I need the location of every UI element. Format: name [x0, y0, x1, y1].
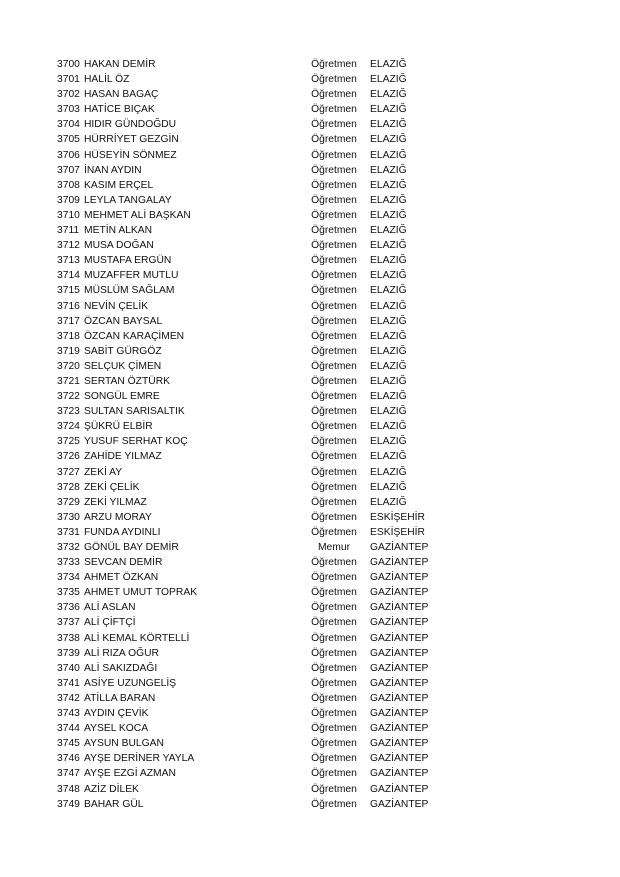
job-title: Öğretmen: [311, 255, 357, 267]
record-number: 3701: [57, 74, 80, 86]
job-title: Öğretmen: [311, 134, 357, 146]
person-name: ZEKİ AY: [84, 466, 123, 478]
job-title: Öğretmen: [311, 149, 357, 161]
job-title: Öğretmen: [311, 194, 357, 206]
city-name: ELAZIĞ: [370, 104, 407, 116]
person-name: AYSUN BULGAN: [84, 738, 164, 750]
person-name: ÖZCAN KARAÇİMEN: [84, 330, 185, 342]
city-name: ELAZIĞ: [370, 496, 407, 508]
job-title: Öğretmen: [311, 647, 357, 659]
person-name: SEVCAN DEMİR: [84, 557, 163, 569]
record-number: 3717: [57, 315, 80, 327]
job-title: Öğretmen: [311, 375, 357, 387]
record-number: 3715: [57, 285, 80, 297]
job-title: Öğretmen: [311, 225, 357, 237]
person-name: SERTAN ÖZTÜRK: [84, 375, 171, 387]
person-name: HAKAN DEMİR: [84, 59, 156, 70]
list-item: [57, 193, 577, 208]
job-title: Öğretmen: [311, 632, 357, 644]
city-name: GAZİANTEP: [370, 632, 429, 644]
job-title: Öğretmen: [311, 270, 357, 282]
city-name: ESKİŞEHİR: [370, 511, 425, 523]
job-title: Öğretmen: [311, 74, 357, 86]
job-title: Öğretmen: [311, 738, 357, 750]
person-name: KASIM ERÇEL: [84, 179, 154, 191]
city-name: ELAZIĞ: [370, 375, 407, 387]
record-number: 3734: [57, 572, 80, 584]
city-name: GAZİANTEP: [370, 723, 429, 735]
person-name: AYDIN ÇEVİK: [84, 708, 149, 720]
record-number: 3705: [57, 134, 80, 146]
list-item: [57, 359, 577, 374]
list-item: [57, 646, 577, 661]
city-name: GAZİANTEP: [370, 692, 429, 704]
job-title: Öğretmen: [311, 300, 357, 312]
job-title: Öğretmen: [311, 753, 357, 765]
record-number: 3747: [57, 768, 80, 780]
job-title: Öğretmen: [311, 436, 357, 448]
job-title: Öğretmen: [311, 587, 357, 599]
job-title: Öğretmen: [311, 209, 357, 221]
list-item: [57, 404, 577, 419]
list-item: [57, 570, 577, 585]
city-name: ELAZIĞ: [370, 466, 407, 478]
person-name: ZEKİ ÇELİK: [84, 481, 140, 493]
record-number: 3748: [57, 783, 80, 795]
record-number: 3723: [57, 406, 80, 418]
record-number: 3727: [57, 466, 80, 478]
list-item: [57, 344, 577, 359]
record-number: 3736: [57, 602, 80, 614]
person-name: LEYLA TANGALAY: [84, 194, 172, 206]
person-name: ALİ SAKIZDAĞI: [84, 662, 158, 674]
record-number: 3749: [57, 798, 80, 810]
job-title: Öğretmen: [311, 662, 357, 674]
record-number: 3712: [57, 240, 80, 252]
record-number: 3729: [57, 496, 80, 508]
job-title: Öğretmen: [311, 496, 357, 508]
list-item: [57, 782, 577, 797]
job-title: Öğretmen: [311, 692, 357, 704]
list-item: [57, 751, 577, 766]
person-name: ALİ ÇİFTÇİ: [84, 617, 136, 629]
person-name: AZİZ DİLEK: [84, 783, 139, 795]
city-name: ELAZIĞ: [370, 345, 407, 357]
city-name: ELAZIĞ: [370, 270, 407, 282]
city-name: GAZİANTEP: [370, 602, 429, 614]
city-name: ELAZIĞ: [370, 436, 407, 448]
record-number: 3731: [57, 526, 80, 538]
city-name: ELAZIĞ: [370, 300, 407, 312]
city-name: ELAZIĞ: [370, 391, 407, 403]
record-number: 3725: [57, 436, 80, 448]
city-name: GAZİANTEP: [370, 662, 429, 674]
city-name: GAZİANTEP: [370, 798, 429, 810]
person-name: MUZAFFER MUTLU: [84, 270, 179, 282]
city-name: ELAZIĞ: [370, 421, 407, 433]
job-title: Öğretmen: [311, 179, 357, 191]
person-name: NEVİN ÇELİK: [84, 300, 149, 312]
city-name: ELAZIĞ: [370, 119, 407, 131]
person-name: ASİYE UZUNGELİŞ: [84, 677, 177, 689]
record-number: 3719: [57, 345, 80, 357]
city-name: ELAZIĞ: [370, 451, 407, 463]
job-title: Öğretmen: [311, 557, 357, 569]
list-item: [57, 268, 577, 283]
person-name: ALİ KEMAL KÖRTELLİ: [84, 632, 190, 644]
list-item: [57, 208, 577, 223]
person-name: FUNDA AYDINLI: [84, 526, 161, 538]
list-item: [57, 480, 577, 495]
record-number: 3737: [57, 617, 80, 629]
city-name: GAZİANTEP: [370, 677, 429, 689]
city-name: ELAZIĞ: [370, 225, 407, 237]
city-name: ELAZIĞ: [370, 74, 407, 86]
city-name: ELAZIĞ: [370, 315, 407, 327]
list-item: [57, 631, 577, 646]
list-item: [57, 148, 577, 163]
record-number: 3745: [57, 738, 80, 750]
city-name: ELAZIĞ: [370, 330, 407, 342]
person-name: SULTAN SARISALTIK: [84, 406, 185, 418]
job-title: Öğretmen: [311, 89, 357, 101]
person-name: MÜSLÜM SAĞLAM: [84, 285, 175, 297]
record-number: 3702: [57, 89, 80, 101]
job-title: Öğretmen: [311, 708, 357, 720]
record-number: 3711: [57, 225, 80, 237]
city-name: GAZİANTEP: [370, 647, 429, 659]
person-name: ALİ RIZA OĞUR: [84, 647, 159, 659]
list-item: [57, 525, 577, 540]
person-name: MEHMET ALİ BAŞKAN: [84, 209, 191, 221]
person-name: MUSA DOĞAN: [84, 240, 154, 252]
person-name: SELÇUK ÇİMEN: [84, 360, 162, 372]
city-name: ELAZIĞ: [370, 481, 407, 493]
job-title: Öğretmen: [311, 451, 357, 463]
job-title: Öğretmen: [311, 345, 357, 357]
person-name: AYŞE DERİNER YAYLA: [84, 753, 195, 765]
job-title: Öğretmen: [311, 119, 357, 131]
job-title: Öğretmen: [311, 511, 357, 523]
city-name: GAZİANTEP: [370, 572, 429, 584]
list-item: [57, 178, 577, 193]
job-title: Öğretmen: [311, 360, 357, 372]
city-name: GAZİANTEP: [370, 587, 429, 599]
list-item: [57, 314, 577, 329]
list-item: [57, 540, 577, 555]
list-item: [57, 600, 577, 615]
record-number: 3726: [57, 451, 80, 463]
person-name: ALİ ASLAN: [84, 602, 136, 614]
list-item: [57, 721, 577, 736]
record-number: 3720: [57, 360, 80, 372]
record-number: 3738: [57, 632, 80, 644]
list-item: [57, 283, 577, 298]
person-name: METİN ALKAN: [84, 225, 153, 237]
person-name: ÖZCAN BAYSAL: [84, 315, 163, 327]
city-name: ELAZIĞ: [370, 164, 407, 176]
city-name: GAZİANTEP: [370, 557, 429, 569]
person-name: ARZU MORAY: [84, 511, 152, 523]
person-name: SONGÜL EMRE: [84, 391, 160, 403]
job-title: Öğretmen: [311, 240, 357, 252]
record-list: [57, 57, 577, 812]
list-item: [57, 419, 577, 434]
list-item: [57, 117, 577, 132]
list-item: [57, 434, 577, 449]
person-name: HASAN BAGAÇ: [84, 89, 159, 101]
list-item: [57, 555, 577, 570]
city-name: ELAZIĞ: [370, 406, 407, 418]
list-item: [57, 253, 577, 268]
list-item: [57, 449, 577, 464]
person-name: ZAHİDE YILMAZ: [84, 451, 162, 463]
record-number: 3708: [57, 179, 80, 191]
city-name: GAZİANTEP: [370, 783, 429, 795]
list-item: [57, 661, 577, 676]
job-title: Öğretmen: [311, 59, 357, 70]
city-name: ELAZIĞ: [370, 240, 407, 252]
list-item: [57, 223, 577, 238]
person-name: AYŞE EZGİ AZMAN: [84, 768, 176, 780]
record-number: 3722: [57, 391, 80, 403]
person-name: HALİL ÖZ: [84, 74, 130, 86]
city-name: GAZİANTEP: [370, 617, 429, 629]
record-number: 3740: [57, 662, 80, 674]
list-item: [57, 374, 577, 389]
list-item: [57, 736, 577, 751]
record-number: 3706: [57, 149, 80, 161]
job-title: Öğretmen: [311, 677, 357, 689]
job-title: Öğretmen: [311, 617, 357, 629]
list-item: [57, 510, 577, 525]
person-name: AYSEL KOCA: [84, 723, 149, 735]
list-item: [57, 465, 577, 480]
job-title: Öğretmen: [311, 421, 357, 433]
list-item: [57, 676, 577, 691]
person-name: AHMET UMUT TOPRAK: [84, 587, 198, 599]
city-name: ELAZIĞ: [370, 179, 407, 191]
job-title: Öğretmen: [311, 783, 357, 795]
list-item: [57, 585, 577, 600]
list-item: [57, 766, 577, 781]
record-number: 3746: [57, 753, 80, 765]
job-title: Öğretmen: [311, 164, 357, 176]
person-name: YUSUF SERHAT KOÇ: [84, 436, 188, 448]
list-item: [57, 389, 577, 404]
record-number: 3724: [57, 421, 80, 433]
job-title: Öğretmen: [311, 285, 357, 297]
record-number: 3730: [57, 511, 80, 523]
record-number: 3718: [57, 330, 80, 342]
job-title: Öğretmen: [311, 526, 357, 538]
list-item: [57, 797, 577, 812]
list-item: [57, 706, 577, 721]
record-number: 3741: [57, 677, 80, 689]
person-name: ATİLLA BARAN: [84, 692, 156, 704]
record-number: 3700: [57, 59, 80, 70]
city-name: ESKİŞEHİR: [370, 526, 425, 538]
record-number: 3716: [57, 300, 80, 312]
list-item: [57, 132, 577, 147]
job-title: Öğretmen: [311, 406, 357, 418]
list-item: [57, 238, 577, 253]
record-number: 3703: [57, 104, 80, 116]
record-number: 3743: [57, 708, 80, 720]
job-title: Öğretmen: [311, 481, 357, 493]
city-name: GAZİANTEP: [370, 708, 429, 720]
record-number: 3707: [57, 164, 80, 176]
person-name: MUSTAFA ERGÜN: [84, 255, 172, 267]
list-item: [57, 615, 577, 630]
city-name: GAZİANTEP: [370, 542, 429, 553]
record-number: 3704: [57, 119, 80, 131]
record-number: 3713: [57, 255, 80, 267]
record-number: 3744: [57, 723, 80, 735]
city-name: ELAZIĞ: [370, 149, 407, 161]
list-item: [57, 495, 577, 510]
list-item: [57, 299, 577, 314]
record-number: 3742: [57, 692, 80, 704]
job-title: Öğretmen: [311, 768, 357, 780]
city-name: ELAZIĞ: [370, 255, 407, 267]
job-title: Öğretmen: [311, 723, 357, 735]
city-name: GAZİANTEP: [370, 753, 429, 765]
person-name: HÜSEYİN SÖNMEZ: [84, 149, 177, 161]
list-item: [57, 72, 577, 87]
person-name: ŞÜKRÜ ELBİR: [84, 421, 153, 433]
person-name: GÖNÜL BAY DEMİR: [84, 542, 179, 553]
person-name: İNAN AYDIN: [84, 164, 142, 176]
person-name: HÜRRİYET GEZGİN: [84, 134, 179, 146]
record-number: 3735: [57, 587, 80, 599]
record-number: 3733: [57, 557, 80, 569]
job-title: Öğretmen: [311, 391, 357, 403]
person-name: BAHAR GÜL: [84, 798, 144, 810]
record-number: 3728: [57, 481, 80, 493]
city-name: ELAZIĞ: [370, 285, 407, 297]
list-item: [57, 102, 577, 117]
city-name: ELAZIĞ: [370, 134, 407, 146]
person-name: SABİT GÜRGÖZ: [84, 345, 162, 357]
record-number: 3739: [57, 647, 80, 659]
city-name: ELAZIĞ: [370, 209, 407, 221]
city-name: ELAZIĞ: [370, 89, 407, 101]
job-title: Öğretmen: [311, 104, 357, 116]
job-title: Öğretmen: [311, 315, 357, 327]
list-item: [57, 691, 577, 706]
person-name: ZEKİ YILMAZ: [84, 496, 147, 508]
city-name: ELAZIĞ: [370, 59, 407, 70]
record-number: 3721: [57, 375, 80, 387]
record-number: 3710: [57, 209, 80, 221]
record-number: 3709: [57, 194, 80, 206]
city-name: ELAZIĞ: [370, 194, 407, 206]
person-name: HIDIR GÜNDOĞDU: [84, 119, 177, 131]
city-name: GAZİANTEP: [370, 768, 429, 780]
list-item: [57, 329, 577, 344]
job-title: Öğretmen: [311, 572, 357, 584]
record-number: 3714: [57, 270, 80, 282]
record-number: 3732: [57, 542, 80, 553]
city-name: GAZİANTEP: [370, 738, 429, 750]
list-item: [57, 87, 577, 102]
job-title: Öğretmen: [311, 602, 357, 614]
person-name: AHMET ÖZKAN: [84, 572, 159, 584]
city-name: ELAZIĞ: [370, 360, 407, 372]
job-title: Öğretmen: [311, 330, 357, 342]
job-title: Öğretmen: [311, 798, 357, 810]
list-item: [57, 163, 577, 178]
person-name: HATİCE BIÇAK: [84, 104, 155, 116]
list-item: [57, 57, 577, 72]
job-title: Öğretmen: [311, 466, 357, 478]
job-title: Memur: [317, 542, 351, 553]
